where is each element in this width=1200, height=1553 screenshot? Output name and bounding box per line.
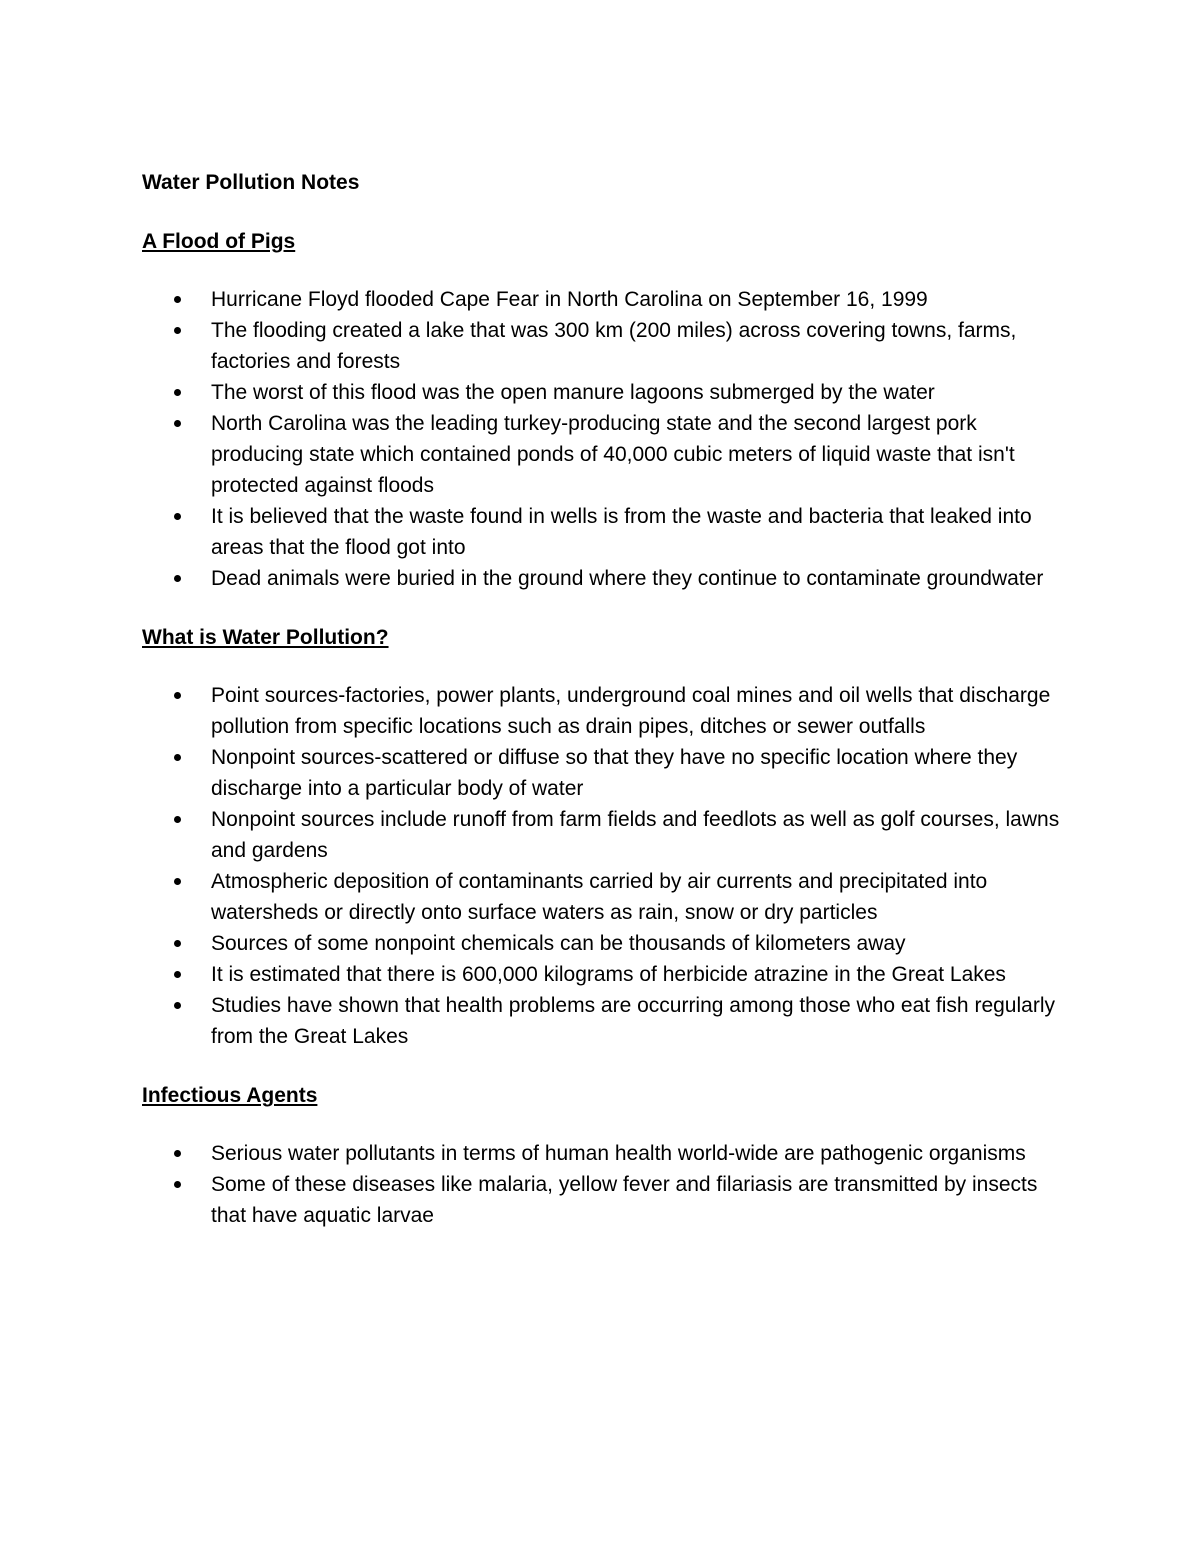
bullet-icon — [174, 940, 181, 947]
section-heading: A Flood of Pigs — [142, 230, 296, 253]
list-item-text: Sources of some nonpoint chemicals can be thousands of kilometers away — [211, 932, 906, 955]
list-item-text: Atmospheric deposition of contaminants carried by air currents and precipitated into watersheds or directly onto surface waters as rain, snow or dry particles — [211, 870, 988, 924]
bullet-icon — [174, 513, 181, 520]
list-item-text: It is believed that the waste found in wells is from the waste and bacteria that leaked into areas that the flood got into — [211, 505, 1032, 559]
section-flood-of-pigs — [142, 227, 1072, 594]
bullet-icon — [174, 296, 181, 303]
list-item — [142, 742, 1072, 804]
list-item — [142, 315, 1072, 377]
bullet-icon — [174, 420, 181, 427]
list-item-text: Hurricane Floyd flooded Cape Fear in North Carolina on September 16, 1999 — [211, 288, 928, 311]
list-item-text: Dead animals were buried in the ground where they continue to contaminate groundwater — [211, 567, 1044, 590]
section-infectious-agents — [142, 1081, 1072, 1231]
section-heading: What is Water Pollution? — [142, 626, 389, 649]
section-what-is-water-pollution — [142, 623, 1072, 1052]
bullet-icon — [174, 692, 181, 699]
list-item — [142, 990, 1072, 1052]
list-item — [142, 408, 1072, 501]
bullet-list — [142, 680, 1072, 1052]
document-page — [142, 168, 1072, 1231]
bullet-icon — [174, 1181, 181, 1188]
list-item-text: Nonpoint sources include runoff from farm fields and feedlots as well as golf courses, lawns and gardens — [211, 808, 1060, 862]
list-item-text: The flooding created a lake that was 300 km (200 miles) across covering towns, farms, factories and forests — [211, 319, 1017, 373]
bullet-list — [142, 1138, 1072, 1231]
list-item — [142, 959, 1072, 990]
list-item-text: The worst of this flood was the open manure lagoons submerged by the water — [211, 381, 935, 404]
bullet-icon — [174, 575, 181, 582]
list-item — [142, 804, 1072, 866]
list-item — [142, 377, 1072, 408]
bullet-icon — [174, 1002, 181, 1009]
list-item-text: Nonpoint sources-scattered or diffuse so that they have no specific location where they discharge into a particular body of water — [211, 746, 1018, 800]
bullet-icon — [174, 754, 181, 761]
bullet-icon — [174, 1150, 181, 1157]
list-item-text: Point sources-factories, power plants, underground coal mines and oil wells that discharge pollution from specific locations such as drain pipes, ditches or sewer outfalls — [211, 684, 1051, 738]
bullet-icon — [174, 878, 181, 885]
list-item-text: Some of these diseases like malaria, yellow fever and filariasis are transmitted by insects that have aquatic larvae — [211, 1173, 1038, 1227]
list-item — [142, 866, 1072, 928]
list-item — [142, 928, 1072, 959]
list-item — [142, 563, 1072, 594]
list-item-text: Studies have shown that health problems are occurring among those who eat fish regularly from the Great Lakes — [211, 994, 1055, 1048]
list-item — [142, 284, 1072, 315]
bullet-icon — [174, 327, 181, 334]
bullet-icon — [174, 816, 181, 823]
section-heading: Infectious Agents — [142, 1084, 318, 1107]
bullet-icon — [174, 971, 181, 978]
list-item-text: Serious water pollutants in terms of human health world-wide are pathogenic organisms — [211, 1142, 1026, 1165]
list-item — [142, 1169, 1072, 1231]
list-item — [142, 501, 1072, 563]
list-item-text: North Carolina was the leading turkey-producing state and the second largest pork producing state which contained ponds of 40,000 cubic meters of liquid waste that isn't protected against floods — [211, 412, 1015, 497]
bullet-icon — [174, 389, 181, 396]
list-item — [142, 680, 1072, 742]
bullet-list — [142, 284, 1072, 594]
document-title: Water Pollution Notes — [142, 171, 360, 194]
list-item-text: It is estimated that there is 600,000 kilograms of herbicide atrazine in the Great Lakes — [211, 963, 1006, 986]
list-item — [142, 1138, 1072, 1169]
